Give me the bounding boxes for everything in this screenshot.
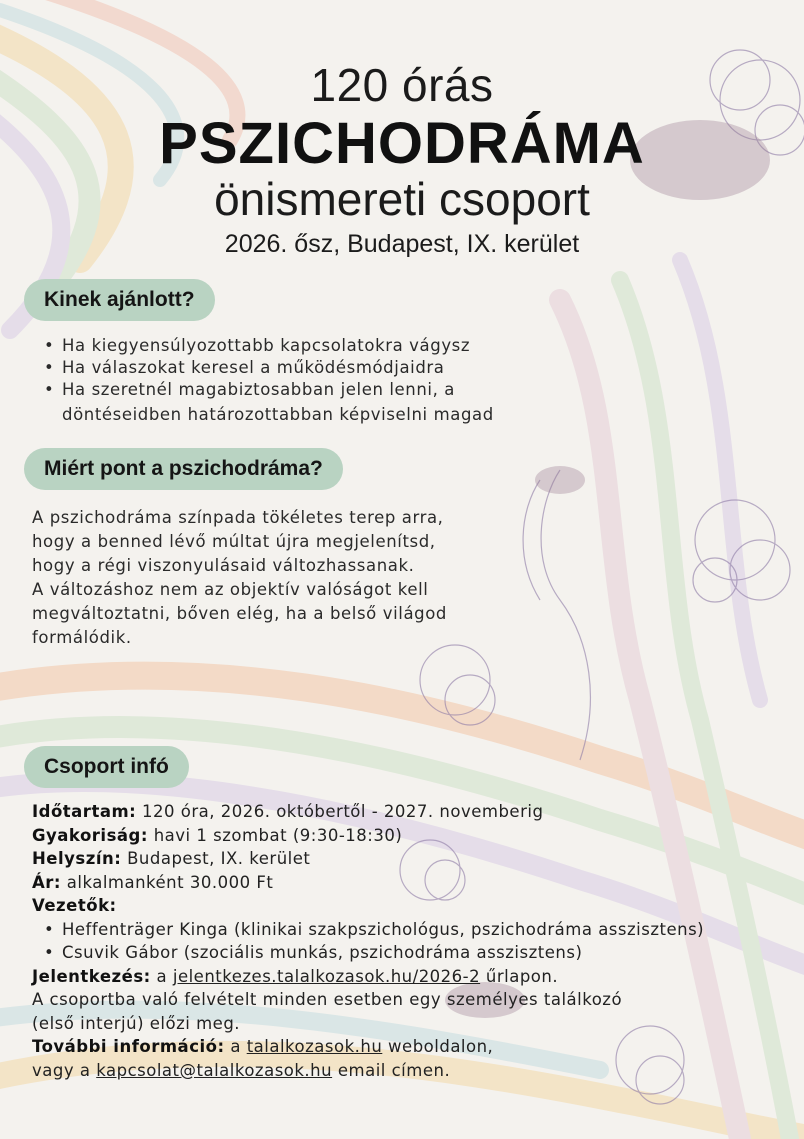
- apply-label: Jelentkezés:: [32, 966, 151, 986]
- apply-link[interactable]: jelentkezes.talalkozasok.hu/2026-2: [172, 966, 481, 986]
- title-line-3: önismereti csoport: [214, 173, 590, 225]
- apply-text-pre: a: [150, 966, 173, 986]
- why-paragraph: [32, 506, 592, 650]
- admission-line: A csoportba való felvételt minden esetben egy személyes találkozó: [32, 990, 623, 1009]
- more-info-text-post: weboldalon,: [382, 1037, 494, 1056]
- leader-item: • Heffenträger Kinga (klinikai szakpszichológus, pszichodráma asszisztens): [44, 918, 792, 942]
- email-text-post: email címen.: [332, 1060, 451, 1080]
- website-link[interactable]: talalkozasok.hu: [246, 1037, 383, 1056]
- list-item: • Ha kiegyensúlyozottabb kapcsolatokra vágysz: [44, 335, 470, 357]
- paragraph-line: A pszichodráma színpada tökéletes terep arra,: [32, 508, 444, 527]
- location-value: Budapest, IX. kerület: [121, 849, 311, 868]
- recommended-list: [44, 335, 470, 401]
- email-link[interactable]: kapcsolat@talalkozasok.hu: [96, 1060, 333, 1080]
- duration-value: 120 óra, 2026. októbertől - 2027. novemberig: [136, 802, 544, 821]
- more-info-text-pre: a: [224, 1037, 247, 1056]
- location-label: Helyszín:: [32, 849, 122, 868]
- admission-line: (első interjú) előzi meg.: [32, 1013, 241, 1033]
- title-line-1: 120 órás: [310, 59, 494, 111]
- frequency-row: [32, 824, 792, 848]
- paragraph-line: hogy a régi viszonyulásaid változhassanak.: [32, 556, 415, 575]
- frequency-label: Gyakoriság:: [32, 825, 148, 845]
- paragraph-line: formálódik.: [32, 628, 132, 647]
- price-row: [32, 871, 792, 895]
- group-info-block: [32, 800, 792, 1082]
- paragraph-line: megváltoztatni, bőven elég, ha a belső világod: [32, 604, 448, 623]
- price-value: alkalmanként 30.000 Ft: [61, 872, 274, 892]
- duration-label: Időtartam:: [32, 802, 137, 821]
- section-heading-why: Miért pont a pszichodráma?: [24, 448, 343, 490]
- apply-row: [32, 965, 792, 989]
- list-item: • Ha válaszokat keresel a működésmódjaidra: [44, 357, 470, 379]
- apply-text-post: űrlapon.: [480, 966, 559, 986]
- list-item-continuation: döntéseidben határozottabban képviselni magad: [62, 405, 494, 424]
- list-item: • Ha szeretnél magabiztosabban jelen lenni, a: [44, 379, 470, 401]
- frequency-value: havi 1 szombat (9:30-18:30): [147, 825, 403, 845]
- section-heading-recommended: Kinek ajánlott?: [24, 279, 215, 321]
- paragraph-line: hogy a benned lévő múltat újra megjelenítsd,: [32, 532, 436, 551]
- leaders-row: [32, 894, 792, 918]
- email-text-pre: vagy a: [32, 1060, 97, 1080]
- email-row: [32, 1059, 792, 1083]
- leaders-list: [32, 918, 792, 965]
- leader-item: • Csuvik Gábor (szociális munkás, pszichodráma asszisztens): [44, 941, 792, 965]
- price-label: Ár:: [32, 872, 62, 892]
- more-info-row: [32, 1035, 792, 1059]
- duration-row: [32, 800, 792, 824]
- more-info-label: További információ:: [32, 1037, 225, 1056]
- section-heading-group-info: Csoport infó: [24, 746, 189, 788]
- leaders-label: Vezetők:: [32, 896, 117, 915]
- location-row: [32, 847, 792, 871]
- subtitle-date-location: 2026. ősz, Budapest, IX. kerület: [224, 230, 580, 258]
- paragraph-line: A változáshoz nem az objektív valóságot kell: [32, 580, 429, 599]
- page-title: PSZICHODRÁMA: [159, 111, 645, 176]
